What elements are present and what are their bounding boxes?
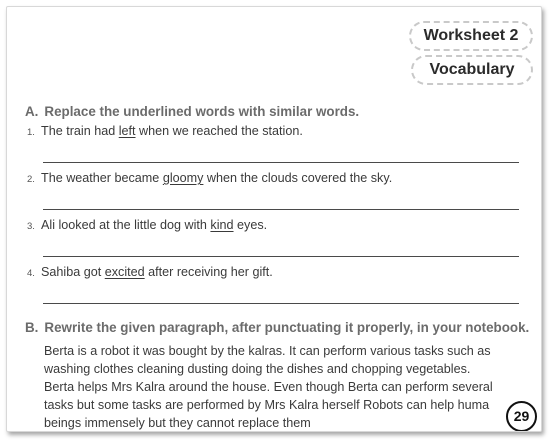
- question-text: when the clouds covered the sky.: [203, 171, 393, 185]
- worksheet-page: [6, 6, 542, 432]
- underlined-word: left: [118, 124, 136, 138]
- answer-line-2[interactable]: [43, 209, 519, 210]
- section-b-title: Rewrite the given paragraph, after punctuating it properly, in your notebook.: [44, 320, 530, 335]
- question-text: after receiving her gift.: [144, 265, 273, 279]
- question-number: 1.: [27, 127, 35, 138]
- question-text: The train had: [41, 124, 119, 138]
- paragraph-line: Berta helps Mrs Kalra around the house. Even though Berta can perform several: [44, 380, 493, 394]
- question-3: [27, 218, 267, 232]
- section-a-heading: [25, 104, 359, 119]
- question-1: [27, 124, 303, 138]
- page-number: 29: [506, 401, 537, 432]
- underlined-word: kind: [210, 218, 234, 232]
- worksheet-number-tag: Worksheet 2: [409, 21, 533, 51]
- underlined-word: excited: [104, 265, 145, 279]
- question-text: The weather became: [41, 171, 163, 185]
- topic-tag: Vocabulary: [411, 55, 533, 85]
- paragraph-line: tasks but some tasks are performed by Mrs Kalra herself Robots can help huma: [44, 398, 490, 412]
- question-number: 2.: [27, 174, 35, 185]
- section-b-letter: B.: [25, 320, 39, 335]
- section-a-title: Replace the underlined words with similar words.: [44, 104, 360, 119]
- question-text: Ali looked at the little dog with: [41, 218, 211, 232]
- answer-line-4[interactable]: [43, 303, 519, 304]
- question-text: eyes.: [233, 218, 268, 232]
- paragraph-line: Berta is a robot it was bought by the kalras. It can perform various tasks such as: [44, 344, 491, 358]
- question-2: [27, 171, 392, 185]
- question-text: Sahiba got: [41, 265, 105, 279]
- answer-line-1[interactable]: [43, 162, 519, 163]
- section-b-heading: [25, 320, 529, 335]
- paragraph-line: beings immensely but they cannot replace them: [44, 416, 311, 430]
- question-text: when we reached the station.: [135, 124, 303, 138]
- paragraph-line: washing clothes cleaning dusting doing the dishes and chopping vegetables.: [44, 362, 471, 376]
- underlined-word: gloomy: [162, 171, 204, 185]
- answer-line-3[interactable]: [43, 256, 519, 257]
- question-4: [27, 265, 273, 279]
- question-number: 3.: [27, 221, 35, 232]
- question-number: 4.: [27, 268, 35, 279]
- section-a-letter: A.: [25, 104, 39, 119]
- paragraph: [44, 342, 534, 432]
